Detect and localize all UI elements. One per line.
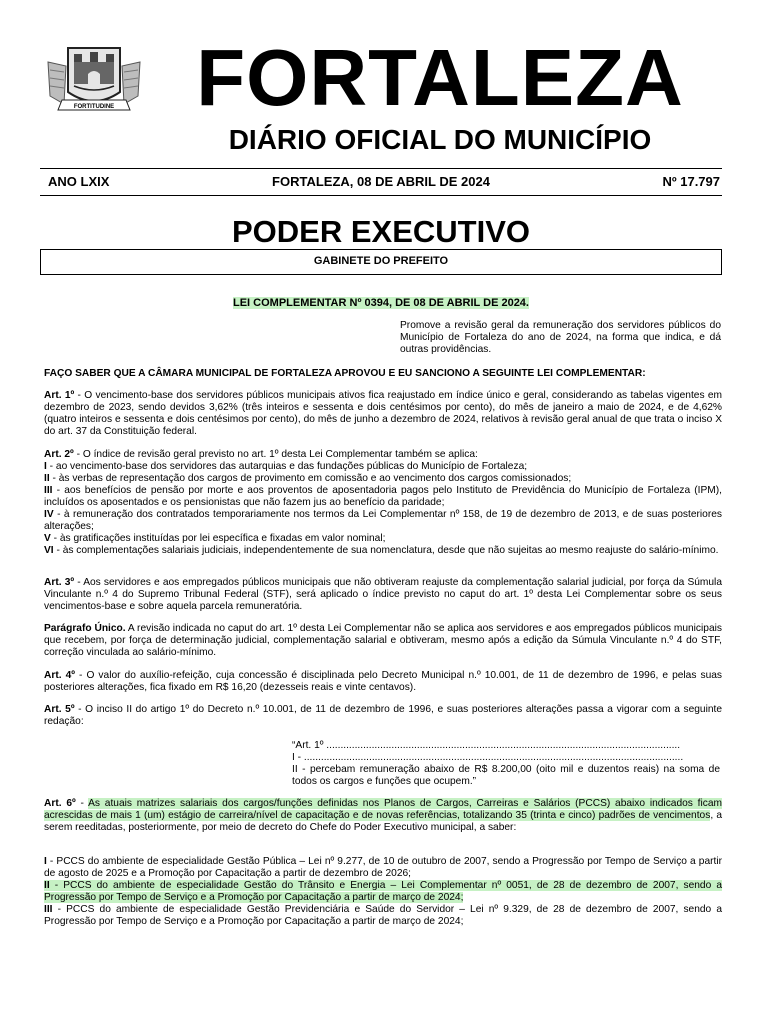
quote-line: I - ...................................................................................................................................... xyxy=(292,752,684,763)
item-text: - às verbas de representação dos cargos de provimento em comissão e ao vencimento dos cargos comissionados; xyxy=(49,473,572,484)
item-label: II xyxy=(44,880,50,891)
item-label: I xyxy=(44,461,47,472)
article-6 xyxy=(44,798,722,834)
paragraph-text: A revisão indicada no caput do art. 1º desta Lei Complementar não se aplica aos servidores e aos empregados públicos municipais que recebem, por força de determinação judicial, complementação salarial e obtiveram, mesmo após a edição da Súmula Vinculante n.º 4 do STF, correção vinculada ao salário-mínimo. xyxy=(44,623,722,658)
item-text: - à remuneração dos contratados temporariamente nos termos da Lei Complementar nº 158, de 19 de dezembro de 2013, e de suas posteriores alterações; xyxy=(44,509,722,532)
preamble xyxy=(44,368,722,380)
article-label: Art. 6º xyxy=(44,798,76,809)
item-text: - às complementações salariais judiciais, independentemente de sua nomenclatura, desde que não sujeitas ao mesmo reajuste do salário-mínimo. xyxy=(53,545,719,556)
issue-number: Nº 17.797 xyxy=(662,174,720,189)
article-2 xyxy=(44,449,722,557)
item-label: V xyxy=(44,533,51,544)
item-label: VI xyxy=(44,545,54,556)
newspaper-subtitle: DIÁRIO OFICIAL DO MUNICÍPIO xyxy=(228,124,652,155)
article-label: Art. 2º xyxy=(44,449,74,460)
item-label: III xyxy=(44,485,53,496)
item-text: - às gratificações instituídas por lei específica e fixadas em valor nominal; xyxy=(50,533,386,544)
preamble-text: FAÇO SABER QUE A CÂMARA MUNICIPAL DE FORTALEZA APROVOU E EU SANCIONO A SEGUINTE LEI COMPLEMENTAR: xyxy=(44,368,646,379)
crest-motto: FORTITUDINE xyxy=(73,104,115,110)
article-text: - O vencimento-base dos servidores públicos municipais ativos fica reajustado em índice único e geral, considerando as tabelas vigentes em dezembro de 2023, sendo devidos 3,62% (três inteiros e sessenta e dois centésimos por cento), do mês de janeiro a maio de 2024, e de 4,62% (quatro inteiros e sessenta e dois centésimos por cento), do mês de junho a dezembro de 2024, relativos à revisão geral anual de que trata o inciso X do art. 37 da Constituição federal. xyxy=(44,390,723,437)
quoted-amendment xyxy=(292,740,720,788)
article-dash: - xyxy=(75,798,89,809)
highlighted-text: As atuais matrizes salariais dos cargos/funções definidas nos Planos de Cargos, Carreiras e Salários (PCCS) abaixo indicados ficam acrescidas de mais 1 (um) estágio de carreira/nível de capacitação e de novas referências, totalizando 35 (trinta e cinco) padrões de vencimentos xyxy=(44,798,722,821)
newspaper-title: FORTALEZA xyxy=(196,33,684,122)
item-label: I xyxy=(44,856,47,867)
article-text: - O índice de revisão geral previsto no art. 1º desta Lei Complementar também se aplica: xyxy=(73,449,478,460)
article-text: - Aos servidores e aos empregados públicos municipais que não obtiveram reajuste da complementação salarial judicial, por força da Súmula Vinculante n.º 4 do Supremo Tribunal Federal (STF), será aplicado o índice previsto no caput do art. 1º desta Lei Complementar sobre os seus vencimentos-base e sobre aquela parcela remuneratória. xyxy=(44,577,722,612)
article-text: - O inciso II do artigo 1º do Decreto n.º 10.001, de 11 de dezembro de 1996, e suas posteriores alterações passa a vigorar com a seguinte redação: xyxy=(44,704,722,727)
paragraph-label: Parágrafo Único. xyxy=(44,623,126,634)
item-label: IV xyxy=(44,509,54,520)
issue-info-bar xyxy=(40,168,722,196)
article-1 xyxy=(44,390,722,438)
highlighted-item xyxy=(44,880,722,903)
issue-year: ANO LXIX xyxy=(48,174,110,189)
item-label: II xyxy=(44,473,50,484)
item-text: - PCCS do ambiente de especialidade Gestão Pública – Lei nº 9.277, de 10 de outubro de 2007, sendo a Progressão por Tempo de Serviço a partir de agosto de 2025 e a Promoção por Capacitação a partir de dezembro de 2026; xyxy=(44,856,722,879)
section-title: PODER EXECUTIVO xyxy=(232,214,530,249)
item-label: III xyxy=(44,904,53,915)
law-summary: Promove a revisão geral da remuneração dos servidores públicos do Município de Fortaleza do ano de 2024, na forma que indica, e dá outras providências. xyxy=(400,320,721,355)
article-label: Art. 1º xyxy=(44,390,75,401)
issue-place-date: FORTALEZA, 08 DE ABRIL DE 2024 xyxy=(272,174,490,189)
article-label: Art. 4º xyxy=(44,670,75,681)
article-3 xyxy=(44,577,722,613)
item-text: - aos benefícios de pensão por morte e aos proventos de aposentadoria pagos pelo Instituto de Previdência do Município de Fortaleza (IPM), incluídos os aposentados e os pensionistas que não fazem jus ao benefício da paridade; xyxy=(44,485,722,508)
article-label: Art. 5º xyxy=(44,704,75,715)
office-heading: GABINETE DO PREFEITO xyxy=(40,249,722,275)
article-text: , a serem reeditadas, posteriormente, por meio de decreto do Chefe do Poder Executivo municipal, a saber: xyxy=(44,810,723,833)
article-text: - O valor do auxílio-refeição, cuja concessão é disciplinada pelo Decreto Municipal n.º 10.001, de 11 de dezembro de 1996, e pelas suas posteriores alterações, fica fixado em R$ 16,20 (dezesseis reais e vinte centavos). xyxy=(44,670,722,693)
article-4 xyxy=(44,670,722,694)
city-crest-emblem xyxy=(44,44,144,116)
article-label: Art. 3º xyxy=(44,577,75,588)
law-title xyxy=(40,296,722,310)
item-text: - PCCS do ambiente de especialidade Gestão Previdenciária e Saúde do Servidor – Lei nº 9.329, de 28 de dezembro de 2007, sendo a Progressão por Tempo de Serviço e a Promoção por Capacitação a partir de março de 2024; xyxy=(44,904,722,927)
article-5 xyxy=(44,704,722,728)
quote-line: II - percebam remuneração abaixo de R$ 8.200,00 (oito mil e duzentos reais) na soma de todos os cargos e funções que ocupem.” xyxy=(292,764,720,787)
item-text: - ao vencimento-base dos servidores das autarquias e das fundações públicas do Município de Fortaleza; xyxy=(46,461,528,472)
quote-line: “Art. 1º ............................................................................................................................. xyxy=(292,740,681,751)
law-title-text: LEI COMPLEMENTAR Nº 0394, DE 08 DE ABRIL DE 2024. xyxy=(232,297,529,309)
article-6-items xyxy=(44,856,722,928)
paragraph-unico xyxy=(44,623,722,659)
item-text: - PCCS do ambiente de especialidade Gestão do Trânsito e Energia – Lei Complementar nº 0051, de 28 de dezembro de 2007, sendo a Progressão por Tempo de Serviço e a Promoção por Capacitação a partir de março de 2024; xyxy=(44,880,722,903)
